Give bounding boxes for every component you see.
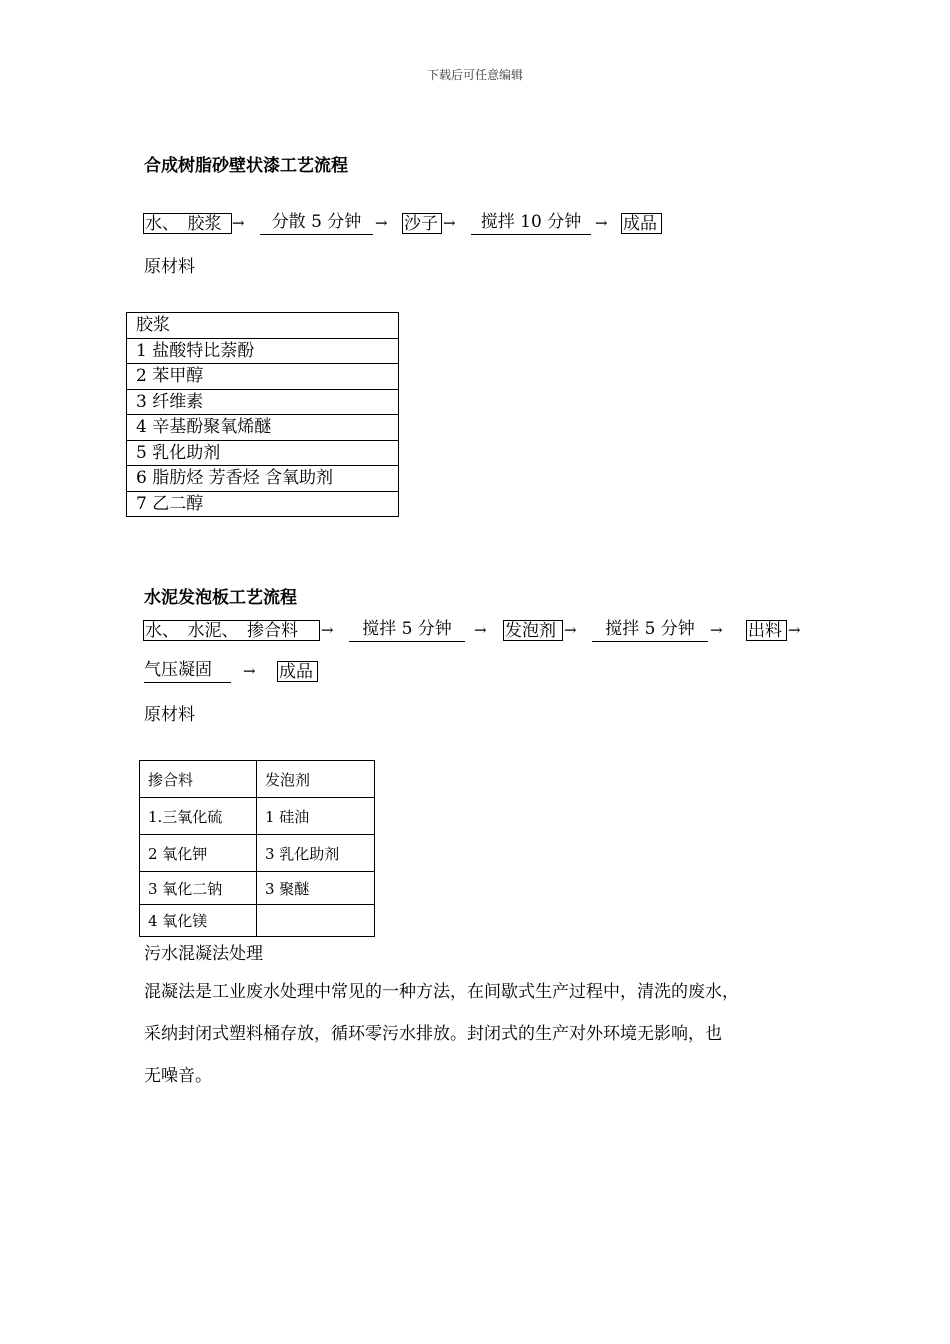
table-header-cell: 掺合料 (140, 761, 257, 798)
table-cell: 2 氧化钾 (140, 835, 257, 872)
flow2-arrow-1: → (321, 621, 334, 639)
flow2-step-discharge: 出料 (746, 620, 787, 641)
flow1-arrow-2: → (375, 214, 388, 232)
flow2-arrow-2: → (474, 621, 487, 639)
table-cell: 7 乙二醇 (127, 491, 399, 517)
flow2-step-stir-2: 搅拌 5 分钟 (592, 619, 708, 642)
table-cell: 4 辛基酚聚氧烯醚 (127, 415, 399, 441)
flow2-step-product: 成品 (277, 661, 318, 682)
table-cell: 4 氧化镁 (140, 905, 257, 937)
flow1-arrow-1: → (232, 214, 245, 232)
table-cell: 5 乳化助剂 (127, 440, 399, 466)
table-cell: 3 乳化助剂 (257, 835, 375, 872)
flow2-arrow-3: → (564, 621, 577, 639)
flow2-arrow-4: → (710, 621, 723, 639)
table-row (127, 338, 399, 364)
section1-materials-label: 原材料 (144, 257, 195, 277)
table-cell: 1.三氧化硫 (140, 798, 257, 835)
table-cell: 胶浆 (127, 313, 399, 339)
table-header-row (140, 761, 375, 798)
flow1-step-sand: 沙子 (402, 213, 442, 234)
table-row (127, 364, 399, 390)
flow1-step-disperse: 分散 5 分钟 (260, 212, 373, 235)
flow2-step-stir-1: 搅拌 5 分钟 (349, 619, 465, 642)
section2-materials-table (139, 760, 375, 937)
flow1-step-water-glue: 水、 胶浆 (143, 213, 232, 234)
table-row (140, 872, 375, 905)
table-row (127, 440, 399, 466)
section3-paragraph-line-2: 采纳封闭式塑料桶存放，循环零污水排放。封闭式的生产对外环境无影响，也 (144, 1024, 722, 1044)
table-cell: 3 氧化二钠 (140, 872, 257, 905)
table-row (127, 466, 399, 492)
section1-materials-table (126, 312, 399, 517)
flow2-step-pressure-curing: 气压凝固 (144, 660, 231, 683)
table-cell: 1 硅油 (257, 798, 375, 835)
section3-paragraph-line-1: 混凝法是工业废水处理中常见的一种方法，在间歇式生产过程中，清洗的废水， (144, 982, 739, 1002)
flow2-arrow-5: → (788, 621, 801, 639)
flow2-step-materials: 水、 水泥、 掺合料 (143, 620, 320, 641)
table-cell: 2 苯甲醇 (127, 364, 399, 390)
flow1-step-product: 成品 (621, 213, 662, 234)
section2-title: 水泥发泡板工艺流程 (144, 588, 297, 608)
section1-title: 合成树脂砂壁状漆工艺流程 (144, 156, 348, 176)
flow1-step-stir: 搅拌 10 分钟 (471, 212, 591, 235)
table-cell (257, 905, 375, 937)
page-header: 下载后可任意编辑 (426, 68, 523, 82)
table-cell: 3 纤维素 (127, 389, 399, 415)
table-row (127, 313, 399, 339)
table-row (127, 389, 399, 415)
section2-materials-label: 原材料 (144, 705, 195, 725)
table-row (140, 905, 375, 937)
table-row (140, 835, 375, 872)
table-header-cell: 发泡剂 (257, 761, 375, 798)
table-cell: 3 聚醚 (257, 872, 375, 905)
flow1-arrow-4: → (595, 214, 608, 232)
section3-paragraph-line-3: 无噪音。 (144, 1066, 212, 1086)
flow1-arrow-3: → (443, 214, 456, 232)
table-row (140, 798, 375, 835)
flow2-step-foaming-agent: 发泡剂 (503, 620, 563, 641)
flow2-arrow-6: → (243, 662, 256, 680)
section3-title: 污水混凝法处理 (144, 944, 263, 964)
table-cell: 6 脂肪烃 芳香烃 含氧助剂 (127, 466, 399, 492)
table-row (127, 491, 399, 517)
table-row (127, 415, 399, 441)
table-cell: 1 盐酸特比萘酚 (127, 338, 399, 364)
